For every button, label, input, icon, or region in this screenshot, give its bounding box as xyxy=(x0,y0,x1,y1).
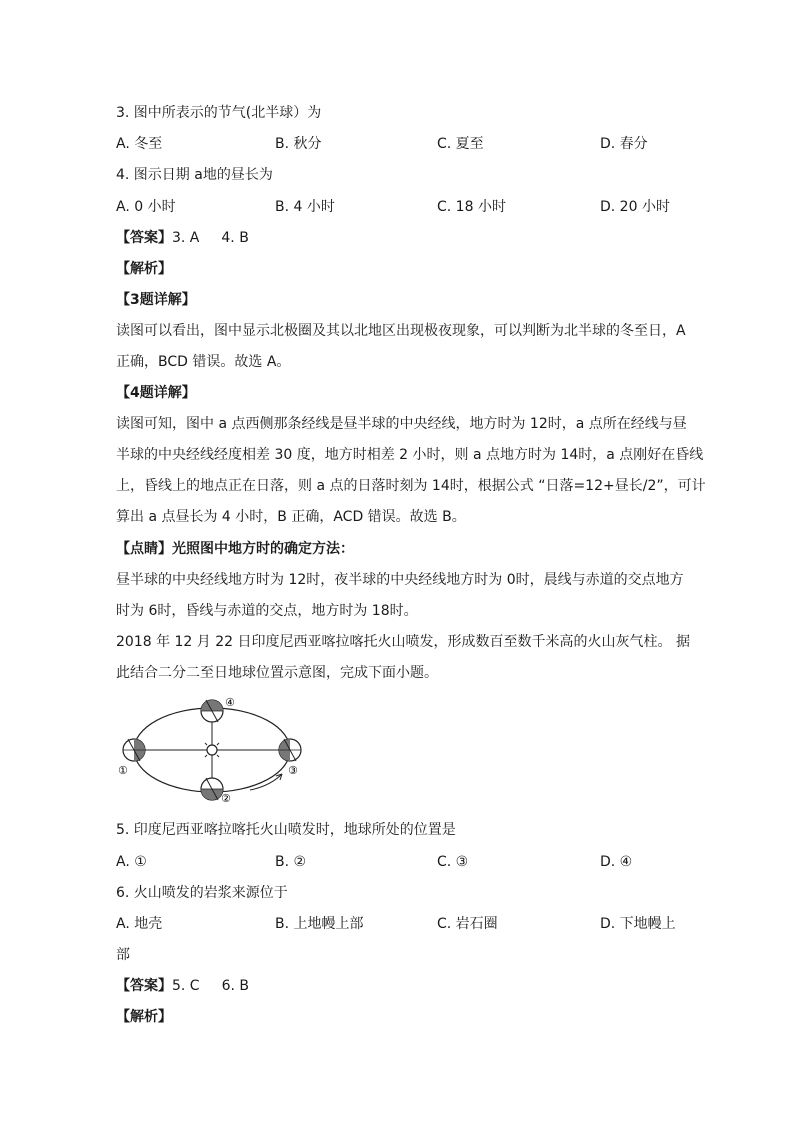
answer-line-2 xyxy=(116,977,249,995)
q6-option-b: B. 上地幔上部 xyxy=(275,916,364,932)
detail4-line-4: 算出 a 点昼长为 4 小时，B 正确，ACD 错误。故选 B。 xyxy=(116,509,466,525)
orbit-diagram xyxy=(112,694,312,806)
q5-stem: 5. 印度尼西亚喀拉喀托火山喷发时，地球所处的位置是 xyxy=(116,822,456,838)
q6-option-d: D. 下地幔上 xyxy=(600,916,676,932)
q3-option-a: A. 冬至 xyxy=(116,136,163,152)
q4-stem: 4. 图示日期 a地的昼长为 xyxy=(116,167,273,183)
answer-q6: 6. B xyxy=(221,978,250,994)
q4-option-c: C. 18 小时 xyxy=(437,199,506,215)
detail4-line-1: 读图可知，图中 a 点西侧那条经线是昼半球的中央经线，地方时为 12时，a 点所在经线与昼 xyxy=(116,416,687,432)
q3-stem: 3. 图中所表示的节气(北半球）为 xyxy=(116,105,322,121)
analysis-label-2: 【解析】 xyxy=(116,1009,172,1025)
answer-label: 【答案】 xyxy=(116,230,172,246)
q5-option-a: A. ① xyxy=(116,854,147,870)
q4-option-a: A. 0 小时 xyxy=(116,199,176,215)
label-2: ② xyxy=(221,792,231,805)
q6-option-d-wrap: 部 xyxy=(116,947,130,963)
tip-line-2: 时为 6时，昏线与赤道的交点，地方时为 18时。 xyxy=(116,603,418,619)
q6-option-c: C. 岩石圈 xyxy=(437,916,498,932)
q6-stem: 6. 火山喷发的岩浆来源位于 xyxy=(116,885,288,901)
earth-position-4 xyxy=(201,700,223,722)
q5-option-b: B. ② xyxy=(275,854,307,870)
label-4: ④ xyxy=(225,696,235,709)
tip-line-1: 昼半球的中央经线地方时为 12时，夜半球的中央经线地方时为 0时，晨线与赤道的交点地方 xyxy=(116,572,684,588)
detail4-line-2: 半球的中央经线经度相差 30 度，地方时相差 2 小时，则 a 点地方时为 14时，a 点刚好在昏线 xyxy=(116,447,704,463)
tip-title: 【点睛】光照图中地方时的确定方法： xyxy=(116,541,354,557)
detail4-line-3: 上，昏线上的地点正在日落，则 a 点的日落时刻为 14时，根据公式 “日落=12+昼长/2”，可计 xyxy=(116,478,706,494)
sun-icon xyxy=(202,740,222,760)
earth-position-1 xyxy=(123,739,145,761)
answer-label-2: 【答案】 xyxy=(116,978,172,994)
answer-q3: 3. A xyxy=(172,230,200,246)
q5-option-d: D. ④ xyxy=(600,854,633,870)
detail4-label: 【4题详解】 xyxy=(116,385,196,401)
q5-option-c: C. ③ xyxy=(437,854,469,870)
earth-position-3 xyxy=(279,739,301,761)
intro-line-2: 此结合二分二至日地球位置示意图，完成下面小题。 xyxy=(116,665,438,681)
detail3-line-1: 读图可以看出，图中显示北极圈及其以北地区出现极夜现象，可以判断为北半球的冬至日，A xyxy=(116,323,686,339)
answer-q5: 5. C xyxy=(172,978,200,994)
intro-line-1: 2018 年 12 月 22 日印度尼西亚喀拉喀托火山喷发，形成数百至数千米高的火山灰气柱。 据 xyxy=(116,634,690,650)
detail3-label: 【3题详解】 xyxy=(116,292,196,308)
answer-q4: 4. B xyxy=(221,230,249,246)
q4-option-d: D. 20 小时 xyxy=(600,199,670,215)
q6-option-a: A. 地壳 xyxy=(116,916,163,932)
analysis-label-1: 【解析】 xyxy=(116,261,172,277)
q4-option-b: B. 4 小时 xyxy=(275,199,335,215)
q3-option-d: D. 春分 xyxy=(600,136,648,152)
detail3-line-2: 正确，BCD 错误。故选 A。 xyxy=(116,354,291,370)
q3-option-b: B. 秋分 xyxy=(275,136,322,152)
q3-option-c: C. 夏至 xyxy=(437,136,484,152)
answer-line-1 xyxy=(116,229,249,247)
label-1: ① xyxy=(118,764,128,777)
earth-position-2 xyxy=(201,778,223,800)
direction-arrow xyxy=(250,774,282,790)
label-3: ③ xyxy=(288,764,298,777)
